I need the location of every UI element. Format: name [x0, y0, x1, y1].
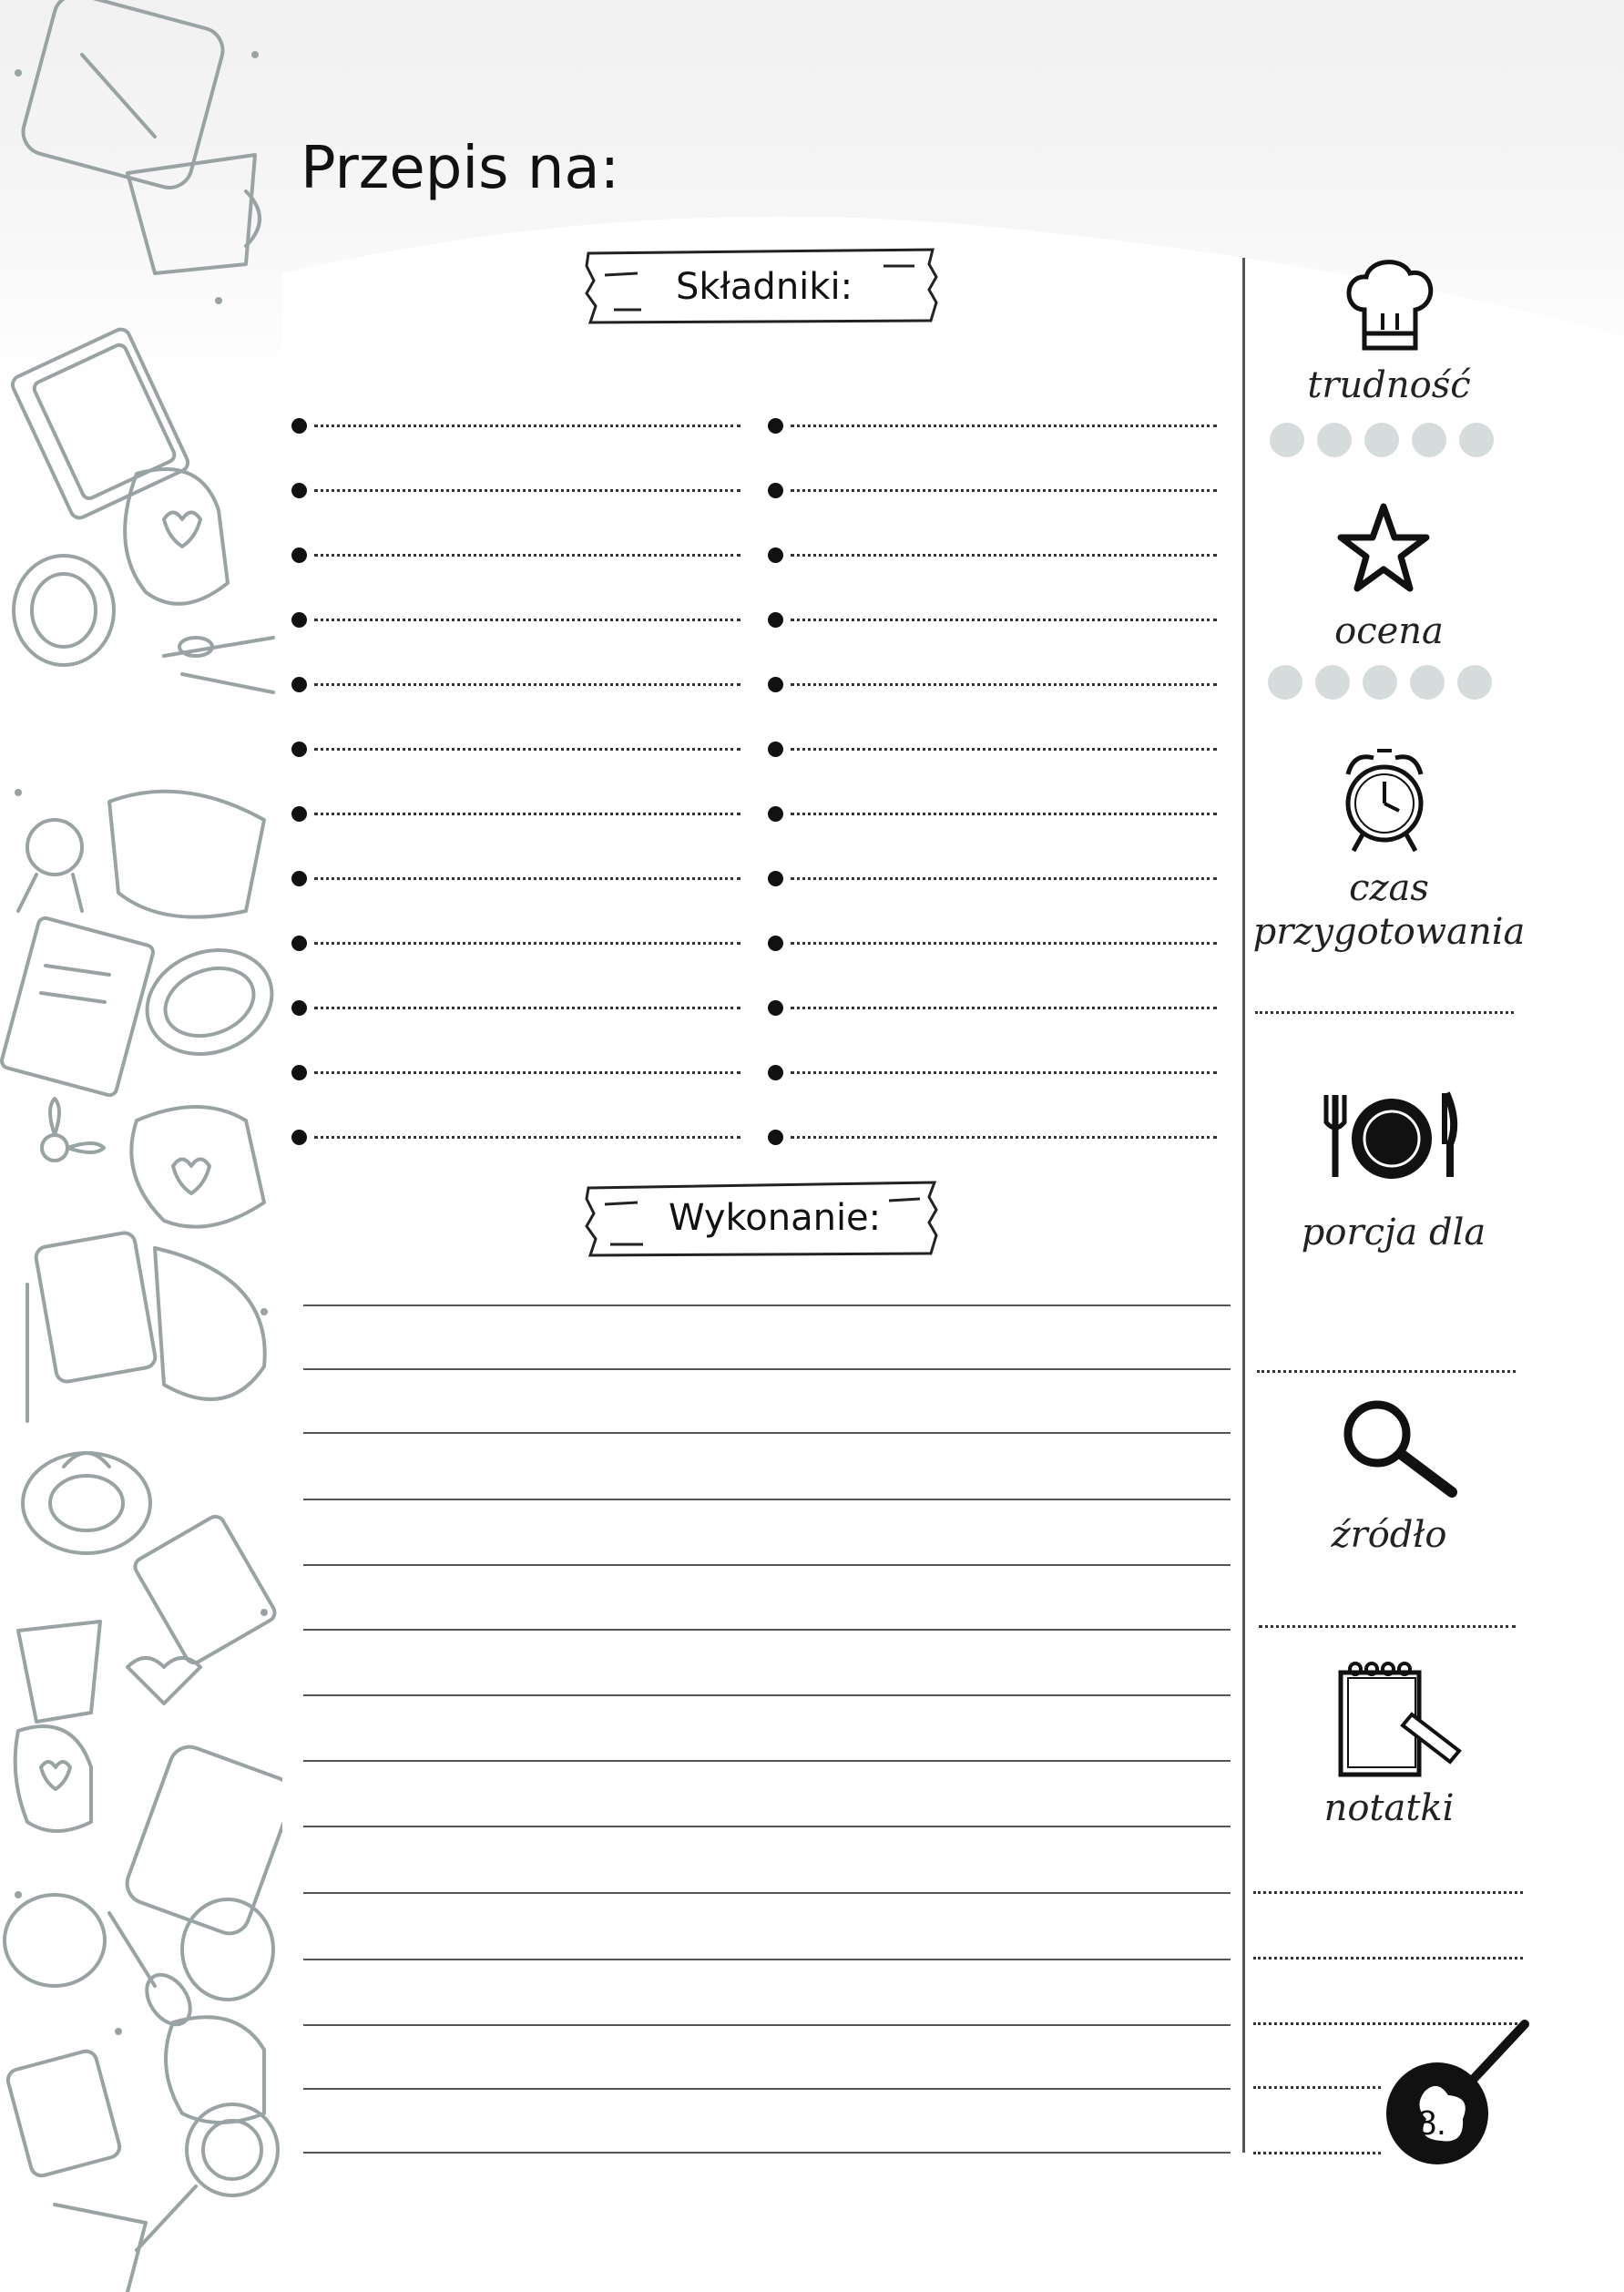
portion-input[interactable] [1257, 1370, 1516, 1373]
difficulty-circle[interactable] [1270, 423, 1304, 457]
bullet [291, 483, 307, 498]
ingredient-line[interactable] [791, 1136, 1217, 1139]
rating-label: ocena [1334, 610, 1444, 652]
prep-time-label-line1: czas [1349, 867, 1429, 909]
ingredient-line[interactable] [314, 489, 741, 492]
bullet [291, 547, 307, 563]
source-label: źródło [1331, 1514, 1447, 1556]
rating-circle[interactable] [1457, 665, 1492, 700]
ingredient-line[interactable] [314, 748, 741, 751]
ingredient-line[interactable] [791, 748, 1217, 751]
ingredient-line[interactable] [314, 877, 741, 880]
rating-circle[interactable] [1315, 665, 1350, 700]
difficulty-circle[interactable] [1412, 423, 1446, 457]
ingredient-line[interactable] [791, 813, 1217, 815]
method-line[interactable] [303, 1564, 1231, 1566]
page-title: Przepis na: [301, 135, 620, 202]
bullet [768, 1065, 783, 1080]
bullet [291, 806, 307, 822]
ingredient-line[interactable] [314, 1007, 741, 1009]
frying-pan-icon [1377, 2011, 1537, 2172]
ingredient-line[interactable] [314, 1136, 741, 1139]
notes-line[interactable] [1253, 2086, 1381, 2089]
bullet [768, 806, 783, 822]
notes-line[interactable] [1253, 2152, 1381, 2154]
ingredient-line[interactable] [791, 683, 1217, 686]
star-icon [1335, 501, 1432, 594]
ingredient-line[interactable] [314, 1071, 741, 1074]
source-input[interactable] [1259, 1625, 1516, 1628]
bullet [291, 1000, 307, 1016]
ingredient-line[interactable] [791, 489, 1217, 492]
method-line[interactable] [303, 1629, 1231, 1631]
ingredient-line[interactable] [791, 942, 1217, 945]
plate-cutlery-icon [1323, 1086, 1465, 1186]
bullet [291, 418, 307, 434]
method-line[interactable] [303, 1760, 1231, 1762]
ingredient-line[interactable] [314, 619, 741, 621]
bullet [768, 742, 783, 757]
bullet [768, 1130, 783, 1145]
method-line[interactable] [303, 1826, 1231, 1827]
bullet [768, 1000, 783, 1016]
difficulty-circle[interactable] [1364, 423, 1399, 457]
ingredient-line[interactable] [314, 942, 741, 945]
method-line[interactable] [303, 1305, 1231, 1306]
bullet [291, 612, 307, 628]
method-line[interactable] [303, 1368, 1231, 1370]
ingredient-line[interactable] [791, 1007, 1217, 1009]
kitchen-doodles-decoration [0, 0, 282, 2292]
page-number: 8. [1417, 2104, 1446, 2143]
method-line[interactable] [303, 1694, 1231, 1696]
column-divider [1242, 258, 1245, 2153]
method-line[interactable] [303, 1892, 1231, 1894]
ingredient-line[interactable] [791, 1071, 1217, 1074]
bullet [291, 677, 307, 692]
method-line[interactable] [303, 2088, 1231, 2090]
notepad-pencil-icon [1332, 1656, 1468, 1782]
ingredient-line[interactable] [791, 425, 1217, 427]
difficulty-circle[interactable] [1317, 423, 1352, 457]
method-line[interactable] [303, 2024, 1231, 2026]
bullet [768, 871, 783, 886]
method-line[interactable] [303, 1959, 1231, 1960]
ingredient-line[interactable] [314, 683, 741, 686]
bullet [291, 1065, 307, 1080]
ingredient-line[interactable] [314, 813, 741, 815]
rating-circle[interactable] [1268, 665, 1302, 700]
magnifier-icon [1339, 1396, 1463, 1499]
rating-circle[interactable] [1410, 665, 1445, 700]
ingredient-line[interactable] [791, 877, 1217, 880]
prep-time-input[interactable] [1255, 1011, 1514, 1014]
method-line[interactable] [303, 2152, 1231, 2154]
ingredient-line[interactable] [314, 554, 741, 557]
ingredients-label: Składniki: [676, 266, 853, 308]
bullet [768, 483, 783, 498]
bullet [768, 677, 783, 692]
ingredient-line[interactable] [791, 619, 1217, 621]
method-line[interactable] [303, 1432, 1231, 1434]
ingredient-line[interactable] [314, 425, 741, 427]
bullet [768, 547, 783, 563]
bullet [768, 418, 783, 434]
ingredient-line[interactable] [791, 554, 1217, 557]
difficulty-label: trudność [1307, 364, 1471, 406]
method-line[interactable] [303, 1499, 1231, 1500]
notes-line[interactable] [1253, 1891, 1523, 1894]
bullet [768, 936, 783, 951]
rating-circle[interactable] [1363, 665, 1397, 700]
bullet [768, 612, 783, 628]
bullet [291, 1130, 307, 1145]
prep-time-label-line2: przygotowania [1252, 911, 1526, 953]
notes-label: notatki [1323, 1787, 1455, 1829]
difficulty-circle[interactable] [1459, 423, 1494, 457]
bullet [291, 742, 307, 757]
method-label: Wykonanie: [669, 1197, 882, 1239]
bullet [291, 871, 307, 886]
notes-line[interactable] [1253, 1957, 1523, 1959]
bullet [291, 936, 307, 951]
chef-hat-icon [1339, 257, 1439, 359]
portion-label: porcja dla [1301, 1212, 1486, 1253]
alarm-clock-icon [1332, 740, 1441, 858]
